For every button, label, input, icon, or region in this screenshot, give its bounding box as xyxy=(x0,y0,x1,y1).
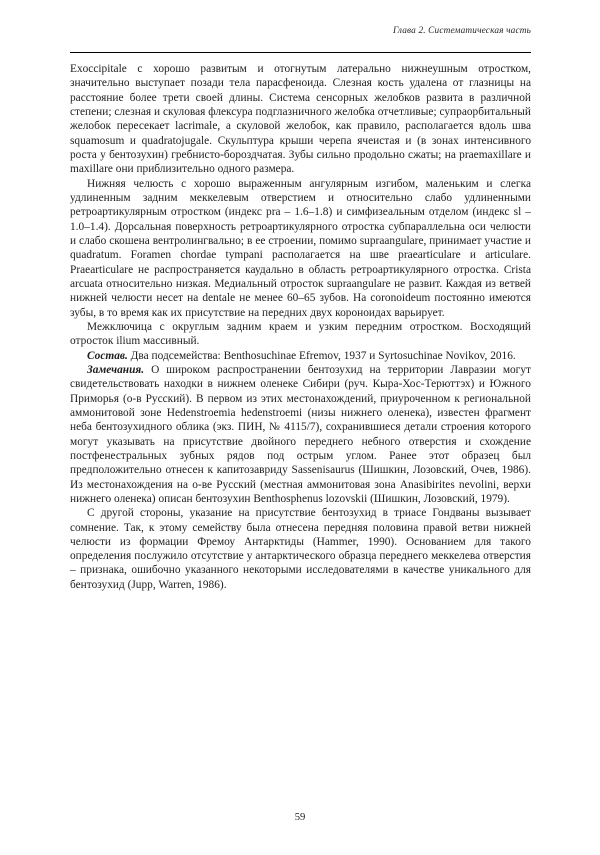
paragraph-text: Exoccipitale с хорошо развитым и отогнутым латерально нижнеушным отростком, значительно выступает позади тела парасфеноида. Слезная кость удалена от глазницы на расстояние более трети своей длины. Система сенсорных желобков развита в различной степени; слезная и скуловая флексура подглазничного желобка отчетливые; супраорбитальный желобок пересекает lacrimale, а скуловой желобок, как правило, располагается вдоль шва squamosum и quadratojugale. Скульптура крыши черепа ячеистая и (в зонах интенсивного роста у бентозухин) гребнисто-бороздчатая. Зубы сильно продольно сжаты; на praemaxillare и maxillare они приблизительно одного размера. xyxy=(70,63,531,176)
paragraph-zamechaniya xyxy=(70,363,531,506)
paragraph-text: Два подсемейства: Benthosuchinae Efremov, 1937 и Syrtosuchinae Novikov, 2016. xyxy=(127,349,516,362)
paragraph xyxy=(70,320,531,349)
paragraph-text: Межключица с округлым задним краем и узким передним отростком. Восходящий отросток ilium массивный. xyxy=(70,320,531,348)
run-in-heading-sostav: Состав. xyxy=(87,349,128,362)
paragraph-text: С другой стороны, указание на присутствие бентозухид в триасе Гондваны вызывает сомнение. Так, к этому семейству была отнесена передняя половина правой ветви нижней челюсти из формации Фремоу Антарктиды (Hammer, 1990). Основанием для такого определения послужило отсутствие у антарктического образца переднего меккелева отверстия – признака, ошибочно указанного некоторыми исследователями в качестве уникального для бентозухид (Jupp, Warren, 1986). xyxy=(70,507,531,591)
run-in-heading-zamechaniya: Замечания. xyxy=(87,363,145,376)
body-text-block xyxy=(70,62,531,592)
paragraph-sostav xyxy=(70,349,531,363)
paragraph xyxy=(70,62,531,177)
page-number: 59 xyxy=(294,812,306,823)
paragraph-text: О широком распространении бентозухид на территории Лавразии могут свидетельствовать находки в нижнем оленеке Сибири (руч. Кыра-Хос-Терюттэх) и Южного Приморья (о-в Русский). В первом из этих местонахождений, приуроченном к региональной аммонитовой зоне Hedenstroemia hedenstroemi (низы нижнего оленека), известен фрагмент неба бентозухидного облика (экз. ПИН, № 4115/7), сохранившиеся детали строения которого могут указывать на присутствие двойного переднего небного отверстия и схождение постфенестральных зубных рядов под острым углом. Ранее этот образец был предположительно отнесен к капитозавриду Sassenisaurus (Шишкин, Лозовский, Очев, 1986). Из местонахождения на о-ве Русский (местная аммонитовая зона Anasibirites nevolini, верхи нижнего оленека) описан бентозухин Benthosphenus lozovskii (Шишкин, Лозовский, 1979). xyxy=(70,363,531,505)
paragraph xyxy=(70,506,531,592)
paragraph xyxy=(70,177,531,320)
running-head: Глава 2. Систематическая часть xyxy=(392,26,531,36)
header-rule xyxy=(70,52,531,53)
paragraph-text: Нижняя челюсть с хорошо выраженным ангулярным изгибом, маленьким и слегка удлиненным задним меккелевым отверстием и относительно слабо удлиненными ретроартикулярным отростком (индекс pra – 1.6–1.8) и симфизеальным отделом (индекс sl – 1.0–1.4). Дорсальная поверхность ретроартикулярного отростка субпараллельна оси челюсти и слабо скошена вентролингвально; в ее строении, помимо supraangulare, принимает участие и quadratum. Foramen chordae tympani располагается на шве praearticulare и articulare. Praearticulare не распространяется каудально в область ретроартикулярного отростка. Crista arcuata относительно низкая. Медиальный отросток supraangulare не развит. Каждая из ветвей нижней челюсти несет на dentale не менее 60–65 зубов. На coronoideum постоянно имеются зубы, в то время как их присутствие на передних двух короноидах варьирует. xyxy=(70,177,531,319)
